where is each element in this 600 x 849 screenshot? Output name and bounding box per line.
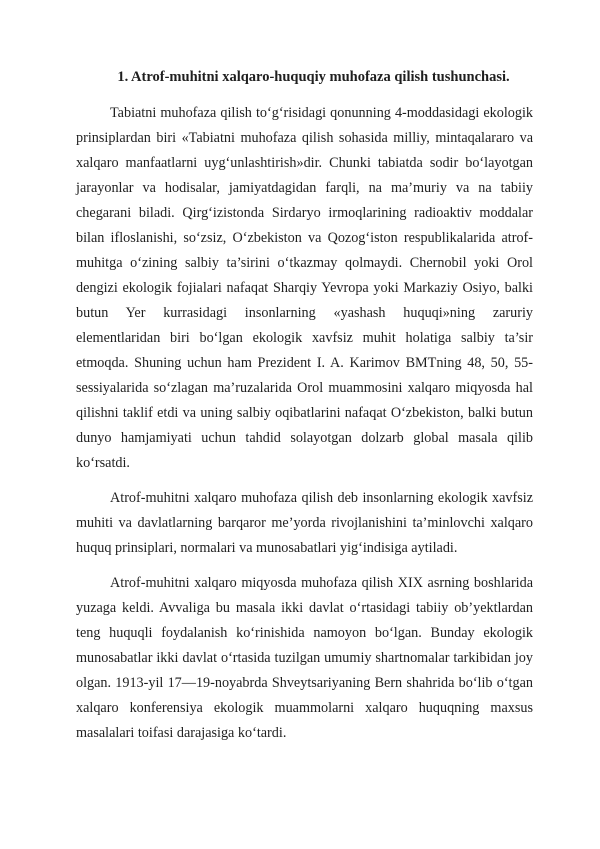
paragraph-3: Atrof-muhitni xalqaro miqyosda muhofaza qilish XIX asrning boshlarida yuzaga keldi. Avvaliga bu masala ikki davlat o‘rtasidagi tabiiy ob’yektlardan teng huquqli foydalanish ko‘rinishida namoyon bo‘lgan. Bunday ekologik munosabatlar ikki davlat o‘rtasida tuzilgan umumiy shartnomalar tarkibidan joy olgan. 1913-yil 17—19-noyabrda Shveytsariyaning Bern shahrida bo‘lib o‘tgan xalqaro konferensiya ekologik muammolarni xalqaro huquqning maxsus masalalari toifasi darajasiga ko‘tardi. [76, 575, 533, 741]
paragraph-2: Atrof-muhitni xalqaro muhofaza qilish deb insonlarning ekologik xavfsiz muhiti va davlatlarning barqaror me’yorda rivojlanishini ta’minlovchi xalqaro huquq prinsiplari, normalari va munosabatlari yig‘indisiga aytiladi. [76, 490, 533, 556]
section-title: 1. Atrof-muhitni xalqaro-huquqiy muhofaza qilish tushunchasi. [117, 69, 510, 85]
paragraph-1: Tabiatni muhofaza qilish to‘g‘risidagi qonunning 4-moddasidagi ekologik prinsiplardan biri «Tabiatni muhofaza qilish sohasida milliy, mintaqalararo va xalqaro manfaatlarni uyg‘unlashtirish»dir. Chunki tabiatda sodir bo‘layotgan jarayonlar va hodisalar, jamiyatdagidan farqli, na ma’muriy va na tabiiy chegarani biladi. Qirg‘izistonda Sirdaryo irmoqlarining radioaktiv moddalar bilan ifloslanishi, so‘zsiz, O‘zbekiston va Qozog‘iston respublikalarida atrof-muhitga o‘zining salbiy ta’sirini o‘tkazmay qolmaydi. Chernobil yoki Orol dengizi ekologik fojialari nafaqat Sharqiy Yevropa yoki Markaziy Osiyo, balki butun Yer kurrasidagi insonlarning «yashash huquqi»ning zaruriy elementlaridan biri bo‘lgan ekologik xavfsiz muhit holatiga salbiy ta’sir etmoqda. Shuning uchun ham Prezident I. A. Karimov BMTning 48, 50, 55-sessiyalarida so‘zlagan ma’ruzalarida Orol muammosini xalqaro miqyosda hal qilishni taklif etdi va uning salbiy oqibatlarini nafaqat O‘zbekiston, balki butun dunyo hamjamiyati uchun tahdid solayotgan dolzarb global masala qilib ko‘rsatdi. [76, 105, 533, 471]
